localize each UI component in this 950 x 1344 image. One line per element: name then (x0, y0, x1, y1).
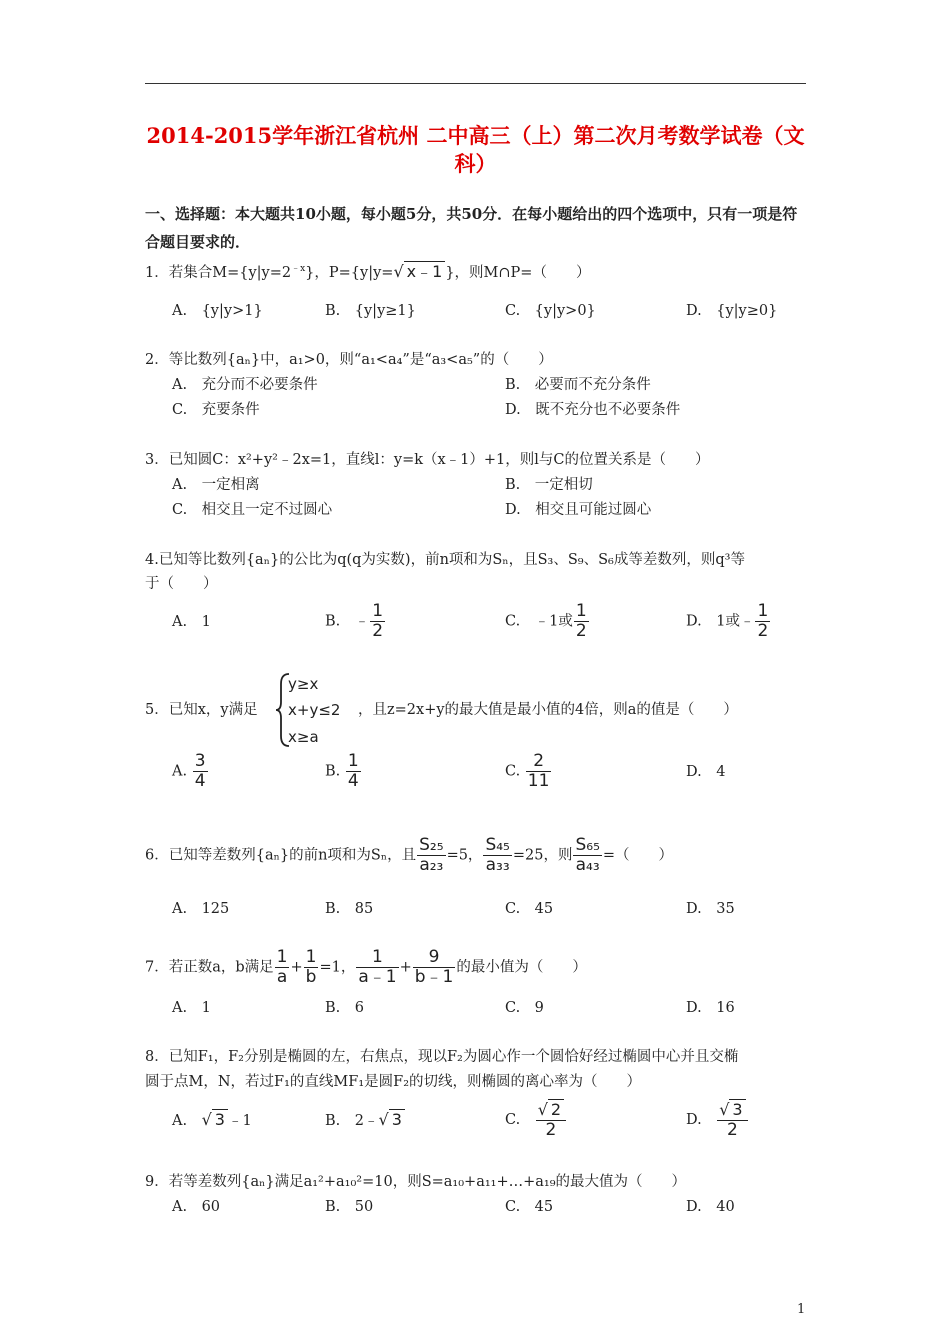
q6-option-c: C. 45 (505, 901, 554, 917)
q7-option-b: B. 6 (325, 1000, 364, 1016)
q4-option-d: D. 1或﹣ $\frac{1}{2}$ (686, 601, 769, 641)
q9-option-a: A. 60 (172, 1199, 221, 1215)
q4-option-b: B. ﹣ $\frac{1}{2}$ (325, 601, 384, 641)
question-3-stem: 3．已知圆C：x²+y²﹣2x=1，直线l：y=k（x﹣1）+1，则l与C的位置关系是（ ） (145, 452, 710, 468)
question-8-stem-line1: 8．已知F₁，F₂分别是椭圆的左，右焦点，现以F₂为圆心作一个圆恰好经过椭圆中心并且交椭 (145, 1049, 739, 1065)
q2-option-b: B. 必要而不充分条件 (505, 377, 651, 393)
question-6-stem: 6．已知等差数列{aₙ}的前n项和为Sₙ，且 $\frac{\text{S₂₅}}{\text{a₂₃}}$ =5， $\frac{\text{S₄₅}}{\text{a₃₃}}$ =25，则 $\frac{\text{S₆₅}}{\text{a₄₃}}$ =（ ） (145, 835, 674, 875)
q6-option-d: D. 35 (686, 901, 735, 917)
question-5-stem-a: 5．已知x，y满足 (145, 702, 258, 718)
constraint-2: x+y≤2 (288, 701, 341, 719)
q5-option-a: A. $\frac{3}{4}$ (172, 751, 206, 791)
q3-option-a: A. 一定相离 (172, 477, 260, 493)
q2-option-c: C. 充要条件 (172, 402, 260, 418)
q7-option-a: A. 1 (172, 1000, 211, 1016)
q9-option-d: D. 40 (686, 1199, 735, 1215)
q2-option-a: A. 充分而不必要条件 (172, 377, 318, 393)
question-7-stem: 7．若正数a，b满足 $\frac{1}{a}$ + $\frac{1}{b}$ =1， $\frac{1}{a﹣1}$ + $\frac{9}{b﹣1}$ 的最小值为（ ） (145, 947, 587, 987)
q4-option-a: A. 1 (172, 614, 211, 630)
q9-option-c: C. 45 (505, 1199, 554, 1215)
page-title: 2014-2015学年浙江省杭州 二中高三（上）第二次月考数学试卷（文科） (146, 123, 805, 176)
question-8-stem-line2: 圆于点M，N，若过F₁的直线MF₁是圆F₂的切线，则椭圆的离心率为（ ） (145, 1074, 641, 1090)
q8-option-a: A. √ 3 ﹣1 (172, 1110, 252, 1129)
header-rule (145, 83, 806, 84)
q8-option-b: B. 2﹣√ 3 (325, 1110, 405, 1131)
question-5-stem-b: ，且z=2x+y的最大值是最小值的4倍，则a的值是（ ） (358, 702, 738, 718)
q3-option-d: D. 相交且可能过圆心 (505, 502, 652, 518)
q5-option-d: D. 4 (686, 764, 726, 780)
q7-option-d: D. 16 (686, 1000, 735, 1016)
question-4-stem-line2: 于（ ） (145, 576, 218, 592)
q7-option-c: C. 9 (505, 1000, 544, 1016)
q6-option-b: B. 85 (325, 901, 374, 917)
q6-option-a: A. 125 (172, 901, 230, 917)
constraint-3: x≥a (288, 728, 319, 746)
section-heading: 一、选择题：本大题共10小题，每小题5分，共50分．在每小题给出的四个选项中，只有一项是符合题目要求的． (145, 205, 798, 251)
q3-option-c: C. 相交且一定不过圆心 (172, 502, 333, 518)
q8-option-d: D. $\frac{√ 3}{2}$ (686, 1100, 749, 1140)
q4-option-c: C. ﹣1或 $\frac{1}{2}$ (505, 601, 587, 641)
q1-option-d: D. {y|y≥0} (686, 303, 778, 319)
q1-option-a: A. {y|y>1} (172, 303, 263, 319)
question-4-stem-line1: 4.已知等比数列{aₙ}的公比为q(q为实数)，前n项和为Sₙ，且S₃、S₉、S₆成等差数列，则q³等 (145, 552, 745, 568)
q5-option-b: B. $\frac{1}{4}$ (325, 751, 359, 791)
page-number: 1 (797, 1302, 806, 1317)
q5-option-c: C. $\frac{2}{11}$ (505, 751, 550, 791)
question-2-stem: 2．等比数列{aₙ}中，a₁>0，则“a₁<a₄”是“a₃<a₅”的（ ） (145, 352, 553, 368)
constraint-1: y≥x (288, 675, 319, 693)
q3-option-b: B. 一定相切 (505, 477, 593, 493)
q1-option-b: B. {y|y≥1} (325, 303, 416, 319)
sqrt-expression: √ x﹣1 (393, 262, 445, 282)
q2-option-d: D. 既不充分也不必要条件 (505, 402, 681, 418)
q8-option-c: C. $\frac{√ 2}{2}$ (505, 1100, 567, 1140)
question-9-stem: 9．若等差数列{aₙ}满足a₁²+a₁₀²=10，则S=a₁₀+a₁₁+…+a₁₉的最大值为（ ） (145, 1174, 687, 1190)
q1-option-c: C. {y|y>0} (505, 303, 596, 319)
question-1-stem: 1．若集合$M=\{y|y=2^{﹣x}\}$，P={y|y=√ x﹣1 }，则M∩P=（ ） (145, 262, 591, 281)
q9-option-b: B. 50 (325, 1199, 374, 1215)
